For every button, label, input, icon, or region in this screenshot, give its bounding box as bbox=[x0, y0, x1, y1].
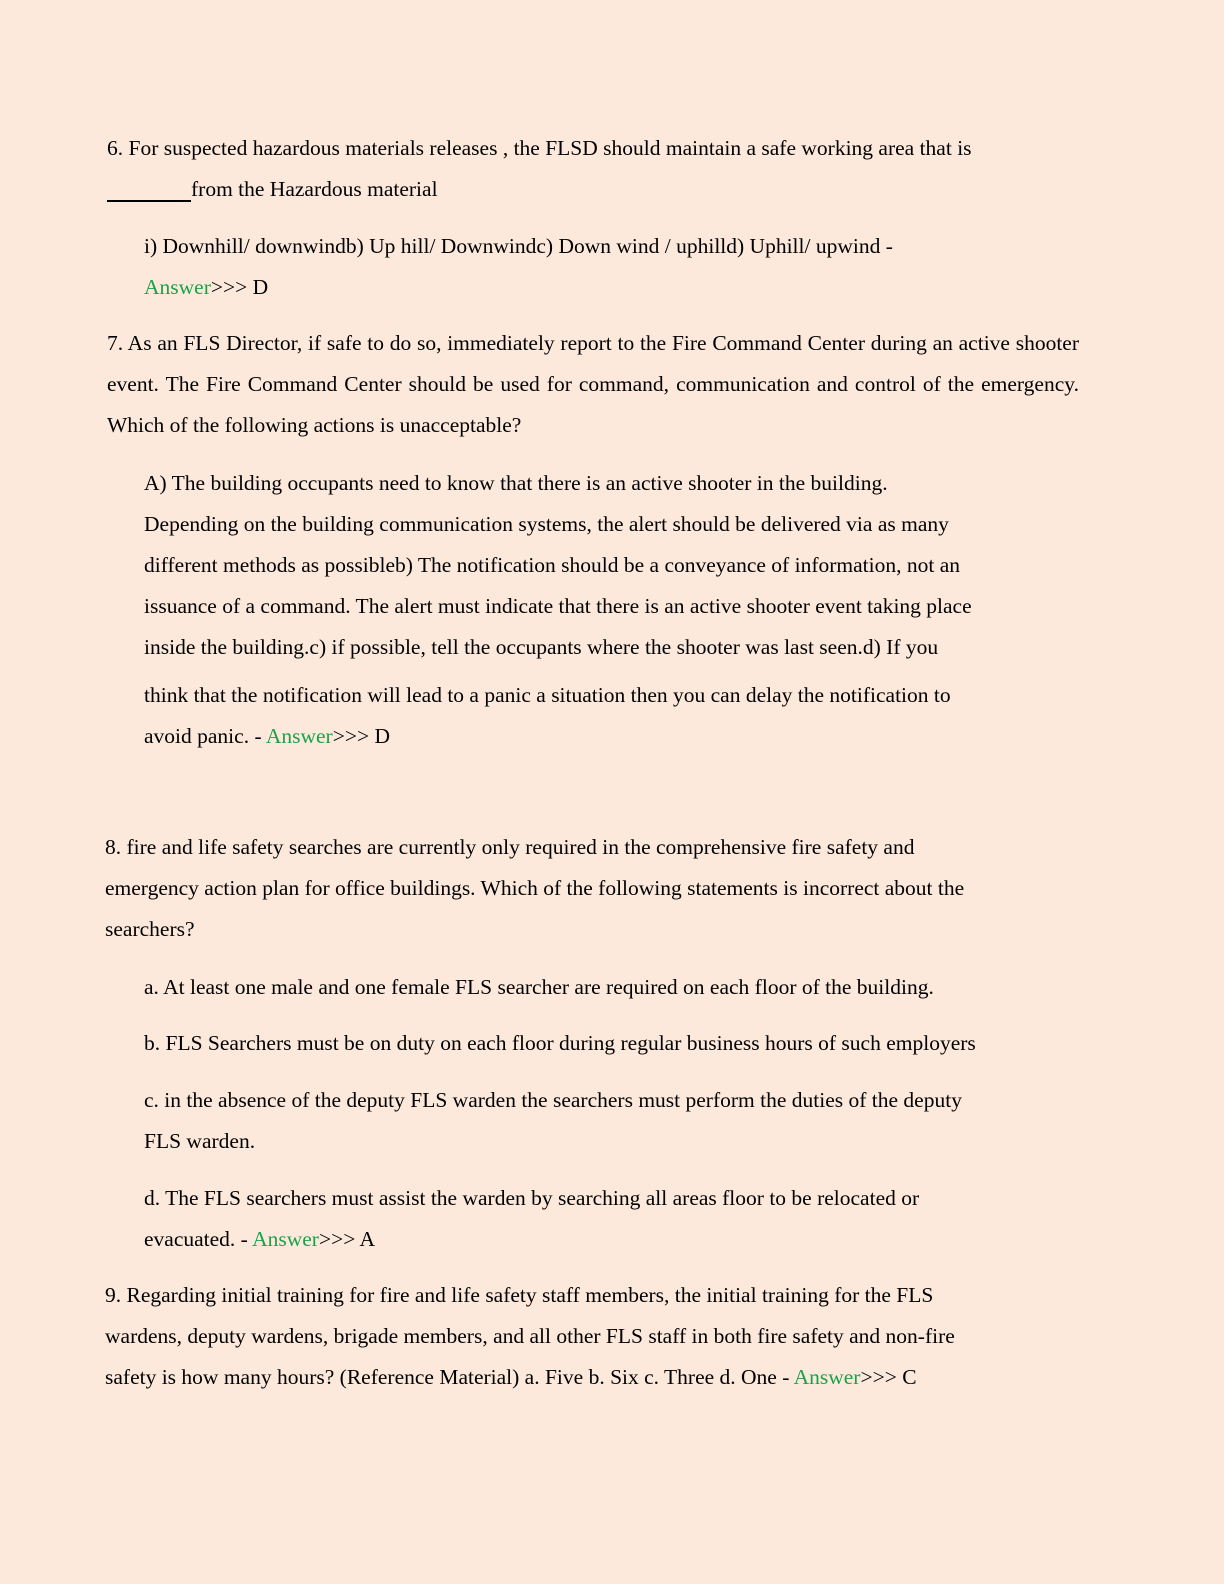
question-8-option-b: b. FLS Searchers must be on duty on each floor during regular business hours of such employers bbox=[144, 1031, 976, 1055]
question-8-option-c-line2: FLS warden. bbox=[144, 1129, 256, 1153]
question-8-option-a: a. At least one male and one female FLS searcher are required on each floor of the building. bbox=[144, 975, 934, 999]
question-6 bbox=[107, 128, 1079, 210]
question-8-stem bbox=[105, 827, 1085, 950]
question-7-answer bbox=[144, 716, 1084, 757]
answer-value: >>> D bbox=[332, 724, 390, 748]
answer-value: >>> D bbox=[210, 275, 269, 299]
question-9 bbox=[105, 1275, 1085, 1398]
question-8-stem-line2: emergency action plan for office buildings. Which of the following statements is incorrect about the bbox=[105, 876, 965, 900]
question-6-stem-line1: 6. For suspected hazardous materials releases , the FLSD should maintain a safe working area that is bbox=[107, 136, 972, 160]
question-9-stem-line1: 9. Regarding initial training for fire and life safety staff members, the initial training for the FLS bbox=[105, 1283, 934, 1307]
question-8-stem-line1: 8. fire and life safety searches are currently only required in the comprehensive fire safety and bbox=[105, 835, 915, 859]
question-8-option-c-line1: c. in the absence of the deputy FLS warden the searchers must perform the duties of the deputy bbox=[144, 1088, 962, 1112]
question-6-options-text: i) Downhill/ downwindb) Up hill/ Downwindc) Down wind / uphilld) Uphill/ upwind - bbox=[144, 234, 893, 258]
question-7-options-line6: think that the notification will lead to a panic a situation then you can delay the notification to bbox=[144, 683, 951, 707]
answer-blank bbox=[107, 176, 191, 202]
answer-value: >>> C bbox=[860, 1365, 917, 1389]
answer-value: >>> A bbox=[318, 1227, 376, 1251]
question-8-option-c bbox=[144, 1080, 1084, 1162]
question-7-options-line4: issuance of a command. The alert must indicate that there is an active shooter event taking place bbox=[144, 594, 972, 618]
question-7-options bbox=[144, 463, 1084, 668]
question-8-option-d-line1: d. The FLS searchers must assist the warden by searching all areas floor to be relocated or bbox=[144, 1186, 920, 1210]
question-8-option-d-line2: evacuated. - bbox=[144, 1227, 248, 1251]
question-7-options-line1: A) The building occupants need to know that there is an active shooter in the building. bbox=[144, 471, 888, 495]
question-7-options-line3: different methods as possibleb) The notification should be a conveyance of information, not an bbox=[144, 553, 960, 577]
question-9-stem-line3: safety is how many hours? (Reference Material) a. Five b. Six c. Three d. One - bbox=[105, 1365, 790, 1389]
answer-label: Answer bbox=[144, 275, 211, 299]
question-8-answer bbox=[144, 1219, 1084, 1260]
question-7-options-line7: avoid panic. - bbox=[144, 724, 262, 748]
question-7-stem: 7. As an FLS Director, if safe to do so, immediately report to the Fire Command Center during an active shooter event. The Fire Command Center should be used for command, communication and control of the emergency. Which of the following actions is unacceptable? bbox=[107, 331, 1079, 437]
answer-label: Answer bbox=[793, 1365, 861, 1389]
question-6-options bbox=[144, 226, 1084, 308]
question-7-options-line2: Depending on the building communication systems, the alert should be delivered via as many bbox=[144, 512, 949, 536]
question-6-answer bbox=[144, 267, 1084, 308]
question-8-option-d bbox=[144, 1178, 1084, 1260]
answer-label: Answer bbox=[252, 1227, 319, 1251]
question-7-options-line5: inside the building.c) if possible, tell the occupants where the shooter was last seen.d) If you bbox=[144, 635, 939, 659]
answer-label: Answer bbox=[265, 724, 333, 748]
question-7-options-cont bbox=[144, 675, 1084, 757]
question-8-stem-line3: searchers? bbox=[105, 917, 195, 941]
question-6-stem-line2: from the Hazardous material bbox=[107, 169, 1079, 210]
question-9-answer bbox=[105, 1357, 1085, 1398]
question-9-stem-line2: wardens, deputy wardens, brigade members, and all other FLS staff in both fire safety and non-fire bbox=[105, 1324, 955, 1348]
